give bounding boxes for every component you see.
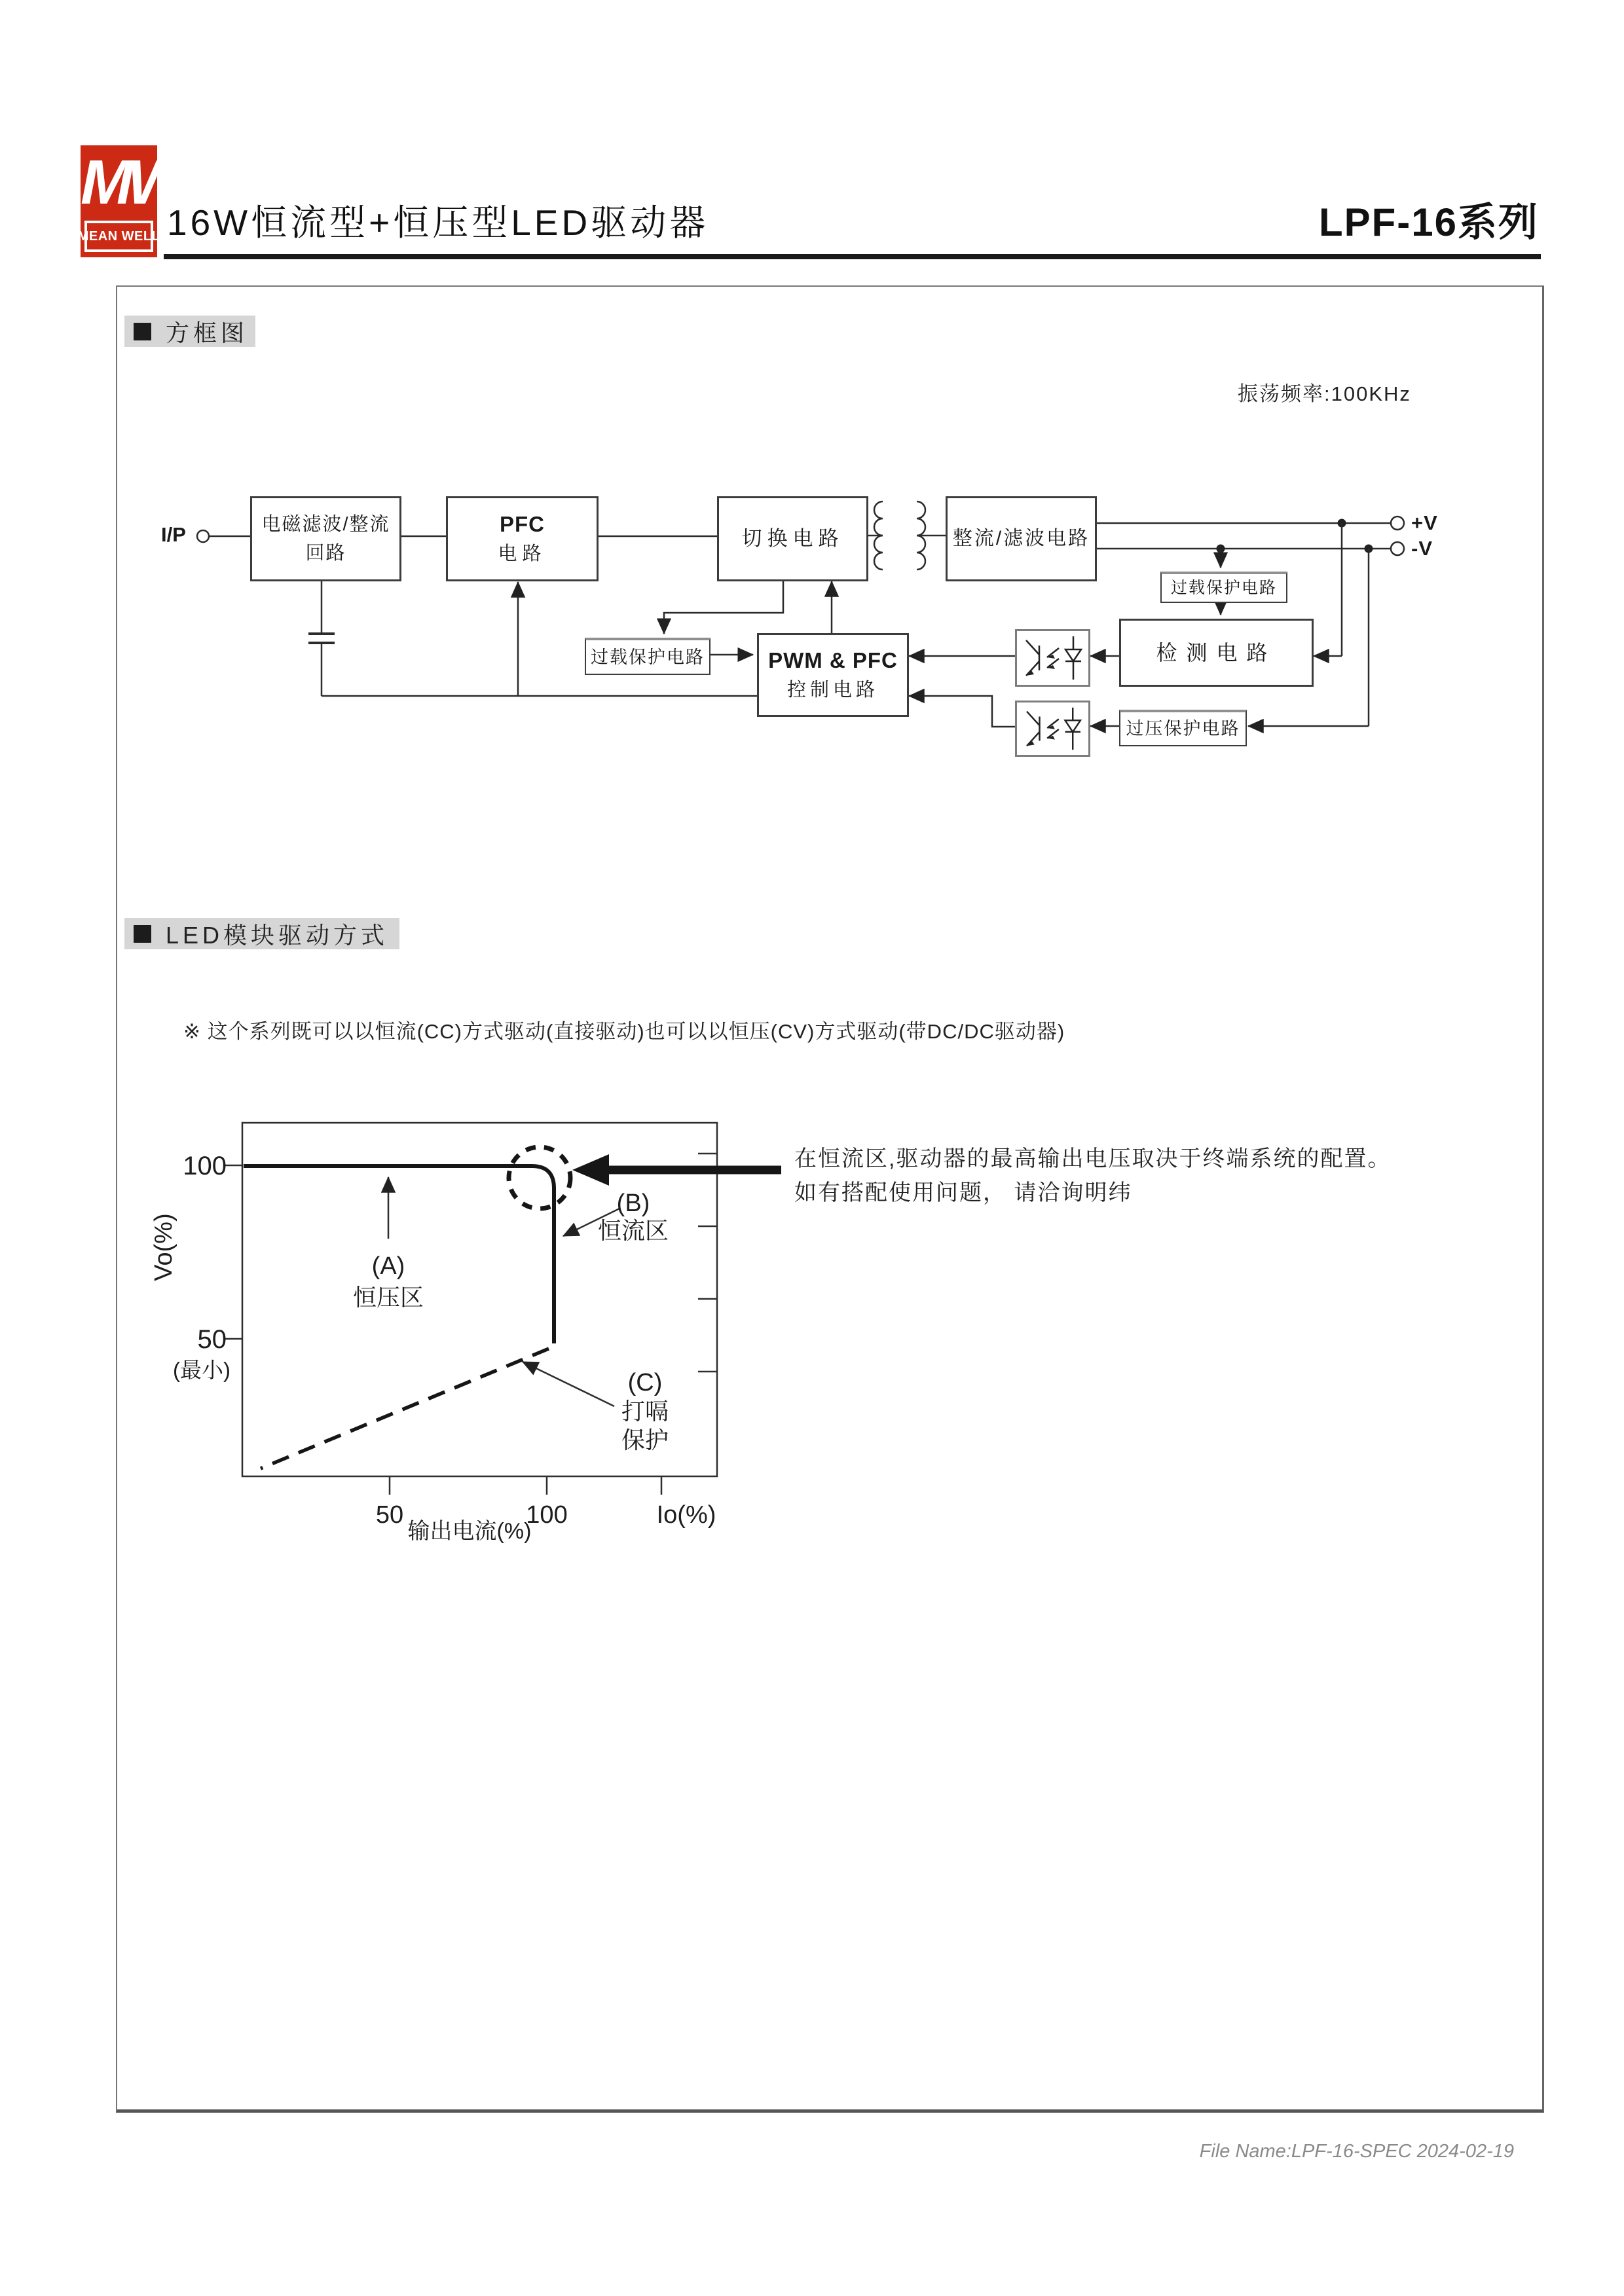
region-c-name2: 保护: [621, 1427, 669, 1453]
cc-cv-note: ※ 这个系列既可以以恒流(CC)方式驱动(直接驱动)也可以以恒压(CV)方式驱动(带DC/DC驱动器): [183, 1020, 1065, 1043]
region-c-tag: (C): [627, 1369, 663, 1396]
overload-protection-output-box: 过载保护电路: [1160, 572, 1287, 603]
y-axis-label: Vo(%): [150, 1213, 177, 1281]
switching-circuit-box: 切换电路: [717, 496, 868, 581]
section-title: 方框图: [166, 319, 249, 346]
rectifier-filter-box: 整流/滤波电路: [946, 496, 1097, 581]
pfc-circuit-box: PFC 电路: [446, 496, 599, 581]
series-title: LPF-16系列: [1318, 200, 1539, 244]
region-b-name: 恒流区: [597, 1217, 669, 1244]
pwm-pfc-control-box: PWM & PFC 控制电路: [757, 633, 909, 717]
emi-filter-box: 电磁滤波/整流 回路: [250, 496, 401, 581]
brand-label: MEAN WELL: [84, 221, 153, 252]
optocoupler-icon: [1015, 629, 1090, 687]
section-title: LED模块驱动方式: [166, 921, 389, 949]
x-tick-100: 100: [526, 1501, 568, 1529]
section-bullet-icon: [134, 925, 151, 943]
input-terminal-label: I/P: [161, 523, 186, 546]
title-underline: [164, 254, 1541, 259]
y-tick-100: 100: [183, 1152, 227, 1180]
file-name-footer: File Name:LPF-16-SPEC 2024-02-19: [1199, 2141, 1514, 2162]
graph-caption: 输出电流(%): [407, 1519, 532, 1544]
optocoupler-icon: [1015, 701, 1090, 757]
oscillator-frequency: 振荡频率:100KHz: [1238, 382, 1411, 405]
overload-protection-left-box: 过载保护电路: [585, 638, 710, 675]
region-a-name: 恒压区: [352, 1284, 424, 1311]
y-tick-min: (最小): [173, 1358, 231, 1382]
output-negative-label: -V: [1411, 537, 1433, 560]
x-tick-50: 50: [375, 1501, 404, 1529]
output-positive-label: +V: [1411, 511, 1438, 534]
section-led-drive-header: [124, 918, 399, 949]
x-axis-label: Io(%): [656, 1501, 716, 1529]
page-title: 16W恒流型+恒压型LED驱动器: [167, 202, 709, 243]
y-tick-50: 50: [197, 1325, 227, 1354]
section-bullet-icon: [134, 323, 151, 340]
region-c-name1: 打嗝: [621, 1398, 669, 1425]
section-block-diagram-header: [124, 316, 255, 347]
region-a-tag: (A): [371, 1252, 405, 1280]
meanwell-logo: [77, 145, 181, 257]
overvoltage-protection-box: 过压保护电路: [1119, 710, 1247, 746]
cc-region-note: 在恒流区,驱动器的最高输出电压取决于终端系统的配置。 如有搭配使用问题， 请洽询明纬: [794, 1146, 1392, 1205]
mw-logo-icon: MW: [81, 147, 181, 217]
detection-circuit-box: 检测电路: [1119, 619, 1314, 687]
region-b-tag: (B): [616, 1190, 650, 1217]
